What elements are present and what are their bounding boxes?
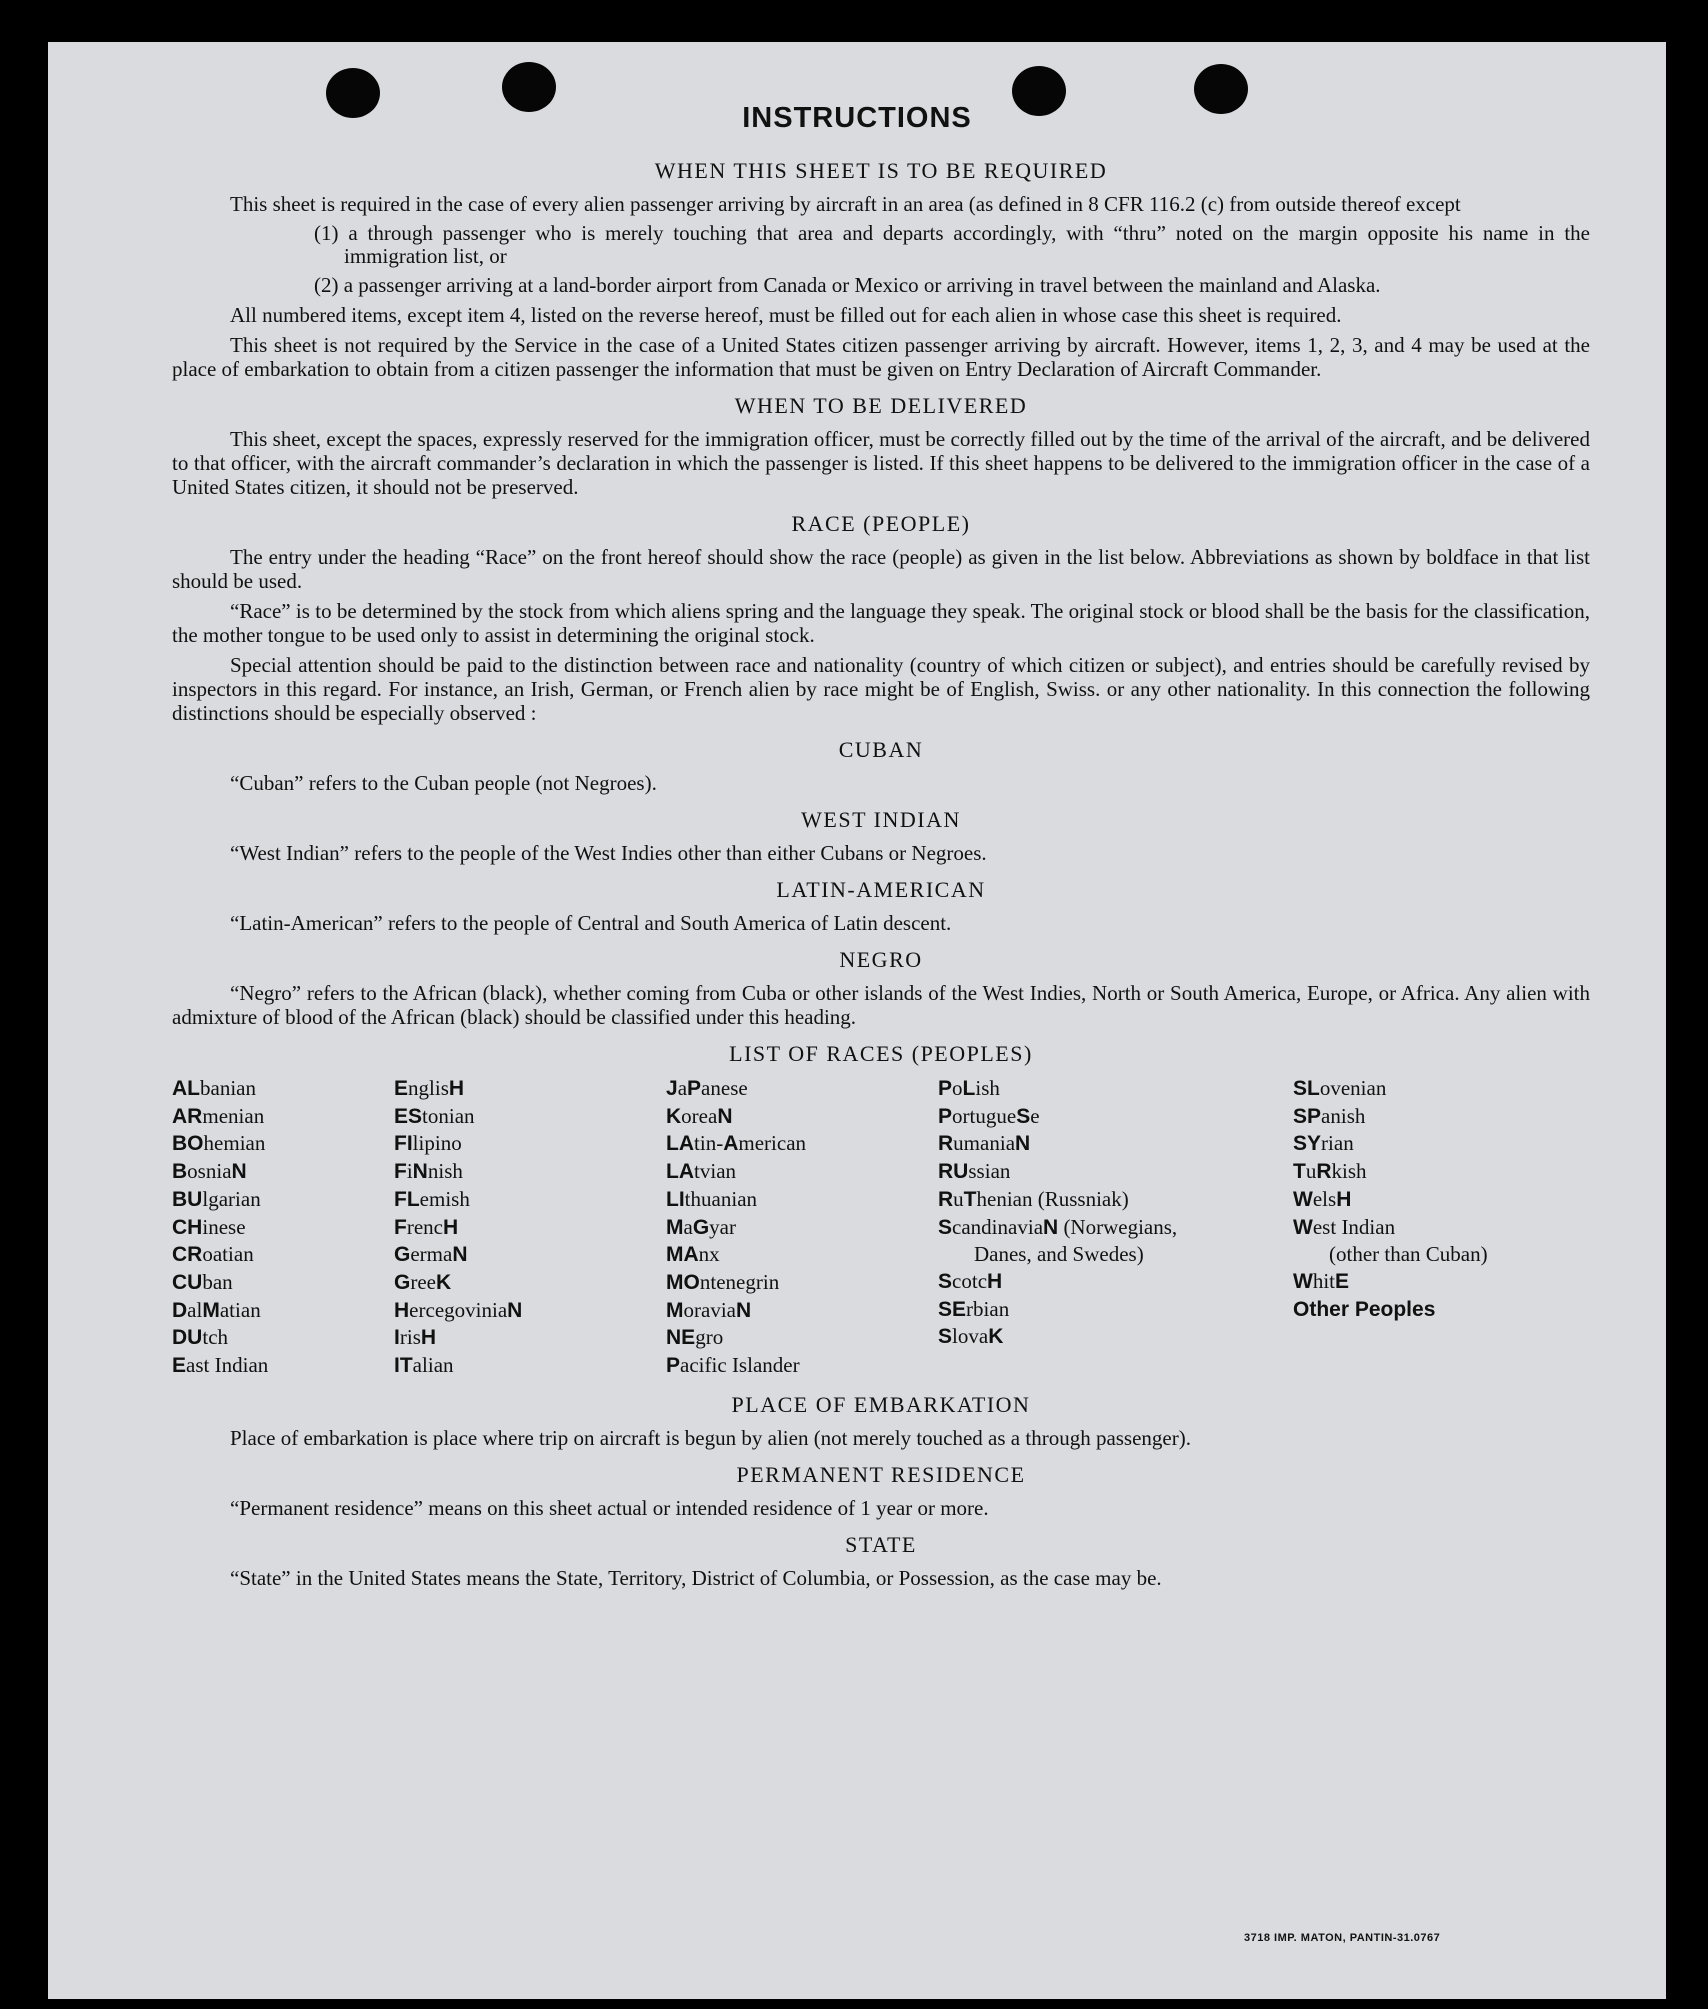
- race-entry: PortugueSe: [938, 1103, 1040, 1128]
- heading-required: WHEN THIS SHEET IS TO BE REQUIRED: [654, 158, 1108, 183]
- race-entry: FLemish: [394, 1186, 470, 1211]
- heading-delivered: WHEN TO BE DELIVERED: [734, 393, 1028, 418]
- heading-negro: NEGRO: [839, 947, 923, 972]
- race-entry: HercegoviniaN: [394, 1297, 523, 1322]
- heading-latin-american: LATIN-AMERICAN: [776, 877, 986, 902]
- race-entry: Other Peoples: [1293, 1297, 1436, 1321]
- race-entry: WhitE: [1293, 1268, 1350, 1293]
- race-entry: CRoatian: [172, 1242, 254, 1267]
- heading-embarkation: PLACE OF EMBARKATION: [731, 1391, 1031, 1417]
- race-entry: WelsH: [1293, 1186, 1352, 1211]
- race-entry: ARmenian: [172, 1103, 265, 1128]
- page-title: INSTRUCTIONS: [742, 102, 972, 134]
- race-entry: DUtch: [172, 1325, 229, 1350]
- race-entry: BosniaN: [172, 1159, 247, 1184]
- race-entry: JaPanese: [666, 1076, 748, 1100]
- race-entry: NEgro: [666, 1325, 724, 1350]
- required-paragraph-3: This sheet is not required by the Service in the case of a United States citizen passenger arriving by aircraft. However, items 1, 2, 3, and 4 may be used at the place of embarkation to obtain from a citizen passenger the information that must be given on Entry Declaration of Aircraft Commander.: [172, 333, 1590, 381]
- races-column: [394, 1075, 666, 1380]
- race-paragraph-2: “Race” is to be determined by the stock from which aliens spring and the language they speak. The original stock or blood shall be the basis for the classification, the mother tongue to be used only to assist in determining the original stock.: [172, 599, 1590, 647]
- race-entry: KoreaN: [666, 1103, 733, 1128]
- heading-cuban: CUBAN: [838, 737, 924, 762]
- heading-state: STATE: [845, 1531, 917, 1557]
- races-column: [172, 1075, 394, 1380]
- race-entry: LIthuanian: [666, 1186, 758, 1211]
- races-column: [1293, 1075, 1543, 1380]
- heading-permanent-residence: PERMANENT RESIDENCE: [736, 1461, 1026, 1487]
- race-entry: TuRkish: [1293, 1159, 1367, 1184]
- race-entry: MOntenegrin: [666, 1269, 780, 1294]
- race-entry: ALbanian: [172, 1076, 256, 1100]
- race-entry: PoLish: [938, 1076, 1000, 1100]
- required-item-2: (2) a passenger arriving at a land-border airport from Canada or Mexico or arriving in travel between the mainland and Alaska.: [314, 273, 1381, 297]
- race-entry: MoraviaN: [666, 1297, 752, 1322]
- race-entry: EnglisH: [394, 1076, 465, 1100]
- race-entry: SlovaK: [938, 1324, 1004, 1349]
- race-entry: RuThenian (Russniak): [938, 1186, 1129, 1211]
- race-entry: EStonian: [394, 1103, 475, 1128]
- races-column: [938, 1075, 1293, 1380]
- race-entry: ScotcH: [938, 1268, 1003, 1293]
- race-entry: FiNnish: [394, 1159, 463, 1184]
- race-paragraph-1: The entry under the heading “Race” on the front hereof should show the race (people) as given in the list below. Abbreviations as shown by boldface in that list should be used.: [172, 545, 1590, 593]
- required-intro: This sheet is required in the case of every alien passenger arriving by aircraft in an area (as defined in 8 CFR 116.2 (c) from outside thereof except: [230, 192, 1461, 216]
- race-entry: SErbian: [938, 1296, 1010, 1321]
- race-entry: BOhemian: [172, 1131, 266, 1156]
- race-entry: East Indian: [172, 1353, 269, 1378]
- printer-imprint: 3718 IMP. MATON, PANTIN-31.0767: [1244, 1932, 1441, 1944]
- race-entry: IrisH: [394, 1325, 437, 1350]
- race-entry: FIlipino: [394, 1131, 462, 1156]
- residence-definition: “Permanent residence” means on this sheet actual or intended residence of 1 year or more.: [230, 1495, 989, 1520]
- heading-list-of-races: LIST OF RACES (PEOPLES): [729, 1041, 1033, 1066]
- required-paragraph-2: All numbered items, except item 4, listed on the reverse hereof, must be filled out for each alien in whose case this sheet is required.: [230, 303, 1342, 327]
- race-entry: MaGyar: [666, 1214, 736, 1239]
- embarkation-definition: Place of embarkation is place where trip on aircraft is begun by alien (not merely touched as a through passenger).: [230, 1425, 1191, 1450]
- race-entry: MAnx: [666, 1242, 720, 1267]
- race-entry: GreeK: [394, 1269, 452, 1294]
- race-entry: BUlgarian: [172, 1186, 261, 1211]
- race-entry: FrencH: [394, 1214, 459, 1239]
- race-entry: Pacific Islander: [666, 1353, 800, 1378]
- race-entry: RUssian: [938, 1159, 1011, 1184]
- race-entry: ITalian: [394, 1353, 454, 1378]
- race-entry: SPanish: [1293, 1103, 1366, 1128]
- cuban-definition: “Cuban” refers to the Cuban people (not Negroes).: [230, 771, 657, 795]
- race-entry: CHinese: [172, 1214, 246, 1239]
- race-paragraph-3: Special attention should be paid to the distinction between race and nationality (country of which citizen or subject), and entries should be carefully revised by inspectors in this regard. For instance, an Irish, German, or French alien by race might be of English, Swiss. or any other nationality. In this connection the following distinctions should be especially observed :: [172, 653, 1590, 725]
- state-definition: “State” in the United States means the State, Territory, District of Columbia, or Possession, as the case may be.: [230, 1565, 1162, 1590]
- race-entry: SLovenian: [1293, 1076, 1387, 1100]
- instructions-body: [172, 146, 1590, 1594]
- races-column: [666, 1075, 938, 1380]
- heading-race: RACE (PEOPLE): [791, 511, 971, 536]
- race-entry: ScandinaviaN (Norwegians, Danes, and Swedes): [938, 1214, 1178, 1267]
- race-entry: CUban: [172, 1269, 233, 1294]
- west-indian-definition: “West Indian” refers to the people of the West Indies other than either Cubans or Negroes.: [230, 841, 987, 865]
- race-entry: LAtin-American: [666, 1131, 807, 1156]
- required-item-1: (1) a through passenger who is merely touching that area and departs accordingly, with “thru” noted on the margin opposite his name in the immigration list, or: [314, 221, 1590, 268]
- document-page: [48, 42, 1666, 1999]
- negro-definition: “Negro” refers to the African (black), whether coming from Cuba or other islands of the West Indies, North or South America, Europe, or Africa. Any alien with admixture of blood of the African (black) should be classified under this heading.: [172, 981, 1590, 1029]
- delivered-paragraph: This sheet, except the spaces, expressly reserved for the immigration officer, must be correctly filled out by the time of the arrival of the aircraft, and be delivered to that officer, with the aircraft commander’s declaration in which the passenger is listed. If this sheet happens to be delivered to the immigration officer in the case of a United States citizen, it should not be preserved.: [172, 427, 1590, 499]
- races-list: [172, 1075, 1590, 1380]
- race-entry: SYrian: [1293, 1131, 1354, 1156]
- heading-west-indian: WEST INDIAN: [801, 807, 961, 832]
- race-entry: GermaN: [394, 1242, 468, 1267]
- race-entry: DalMatian: [172, 1297, 261, 1322]
- race-entry: West Indian (other than Cuban): [1293, 1214, 1488, 1267]
- race-entry: LAtvian: [666, 1159, 737, 1184]
- race-entry: RumaniaN: [938, 1131, 1031, 1156]
- latin-american-definition: “Latin-American” refers to the people of Central and South America of Latin descent.: [230, 911, 952, 935]
